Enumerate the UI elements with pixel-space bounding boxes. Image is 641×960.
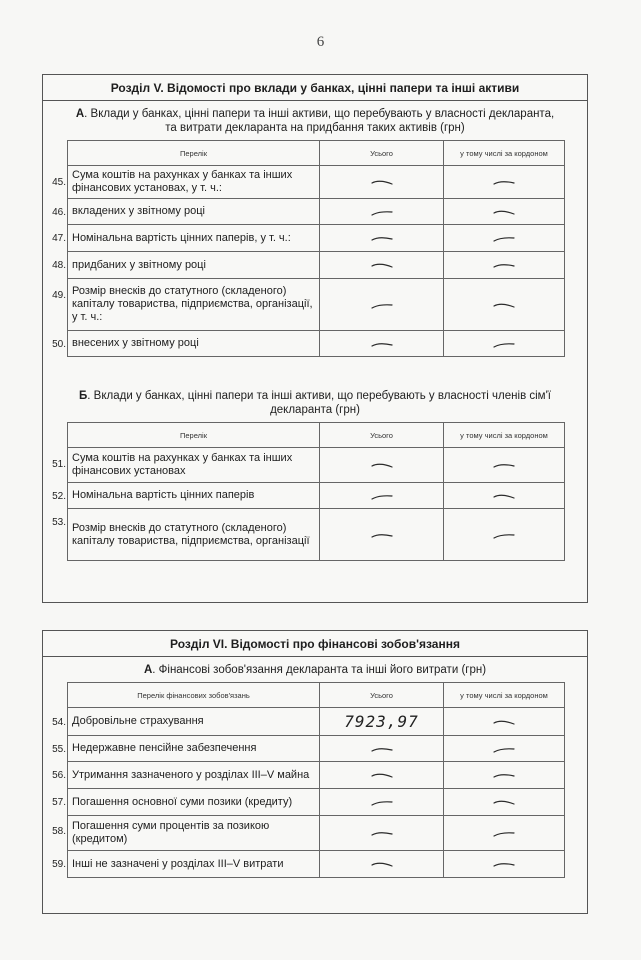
col-header-total: Усього xyxy=(320,683,444,708)
row-number: 49. xyxy=(52,290,66,301)
row-number: 52. xyxy=(52,491,66,502)
value-cell xyxy=(444,789,565,816)
value-cell xyxy=(444,816,565,851)
handwritten-dash xyxy=(371,861,393,867)
value-cell xyxy=(320,166,444,199)
row-number: 57. xyxy=(52,797,66,808)
table-row xyxy=(68,448,565,483)
col-header-abroad: у тому числі за кордоном xyxy=(444,141,565,166)
row-number: 45. xyxy=(52,177,66,188)
handwritten-dash xyxy=(371,746,393,752)
handwritten-dash xyxy=(493,179,515,185)
section-6-title: Розділ VI. Відомості про фінансові зобов'язання xyxy=(43,631,587,657)
section-5-title: Розділ V. Відомості про вклади у банках, цінні папери та інші активи xyxy=(43,75,587,101)
value-cell xyxy=(320,789,444,816)
value-cell xyxy=(320,509,444,561)
row-label: 59. Інші не зазначені у розділах III–V витрати xyxy=(68,851,320,878)
col-header-list: Перелік фінансових зобов'язань xyxy=(68,683,320,708)
value-cell xyxy=(320,279,444,331)
page-number: 6 xyxy=(316,34,325,50)
value-cell xyxy=(444,509,565,561)
col-header-list: Перелік xyxy=(68,423,320,448)
row-number: 59. xyxy=(52,859,66,870)
col-header-abroad: у тому числі за кордоном xyxy=(444,423,565,448)
table-row xyxy=(68,166,565,199)
value-cell xyxy=(320,851,444,878)
row-number: 48. xyxy=(52,260,66,271)
handwritten-dash xyxy=(493,719,515,725)
handwritten-dash xyxy=(371,830,393,836)
table-row xyxy=(68,789,565,816)
value-cell xyxy=(444,166,565,199)
handwritten-dash xyxy=(493,462,515,468)
handwritten-dash xyxy=(493,861,515,867)
row-label: 49. Розмір внесків до статутного (складеного) капіталу товариства, підприємства, організації, у т. ч.: xyxy=(68,279,320,331)
handwritten-dash xyxy=(493,746,515,752)
handwritten-dash xyxy=(493,235,515,241)
value-cell xyxy=(444,199,565,225)
handwritten-dash xyxy=(371,179,393,185)
row-label: 51. Сума коштів на рахунках у банках та інших фінансових установах xyxy=(68,448,320,483)
value-cell xyxy=(444,708,565,736)
value-cell xyxy=(444,762,565,789)
section-6a-table xyxy=(52,682,565,878)
table-row xyxy=(68,331,565,357)
col-header-list: Перелік xyxy=(68,141,320,166)
row-number: 47. xyxy=(52,233,66,244)
handwritten-dash xyxy=(493,772,515,778)
row-label: 57. Погашення основної суми позики (кредиту) xyxy=(68,789,320,816)
row-label: 46. вкладених у звітному році xyxy=(68,199,320,225)
value-cell xyxy=(444,851,565,878)
handwritten-dash xyxy=(371,462,393,468)
value-cell xyxy=(320,483,444,509)
handwritten-dash xyxy=(493,302,515,308)
handwritten-dash xyxy=(371,341,393,347)
row-label: 58. Погашення суми процентів за позикою (кредитом) xyxy=(68,816,320,851)
col-header-total: Усього xyxy=(320,423,444,448)
table-row xyxy=(68,279,565,331)
col-header-abroad: у тому числі за кордоном xyxy=(444,683,565,708)
row-number: 51. xyxy=(52,459,66,470)
table-row xyxy=(68,199,565,225)
col-header-total: Усього xyxy=(320,141,444,166)
section-6a-heading: А. Фінансові зобов'язання декларанта та інші його витрати (грн) xyxy=(143,664,487,676)
value-cell xyxy=(444,252,565,279)
table-row xyxy=(68,736,565,762)
table-row xyxy=(68,816,565,851)
table-row xyxy=(68,509,565,561)
row-number: 54. xyxy=(52,717,66,728)
table-row xyxy=(68,225,565,252)
value-cell xyxy=(320,762,444,789)
handwritten-dash xyxy=(371,532,393,538)
value-cell xyxy=(320,448,444,483)
value-cell xyxy=(444,736,565,762)
handwritten-dash xyxy=(371,772,393,778)
section-5b-heading: Б. Вклади у банках, цінні папери та інші активи, що перебувають у власності членів сім'ї декларанта (грн) xyxy=(79,390,551,416)
value-cell xyxy=(320,708,444,736)
section-6 xyxy=(42,630,588,914)
handwritten-dash xyxy=(371,262,393,268)
value-cell xyxy=(320,816,444,851)
handwritten-amount: 7923,97 xyxy=(344,712,419,731)
row-number: 53. xyxy=(52,517,66,528)
section-5a-heading: А. Вклади у банках, цінні папери та інші активи, що перебувають у власності декларанта, та витрати декларанта на придбання таких активів (грн) xyxy=(75,108,555,134)
value-cell xyxy=(444,279,565,331)
section-5b-table xyxy=(52,422,565,561)
value-cell xyxy=(320,252,444,279)
handwritten-dash xyxy=(493,262,515,268)
row-label: 52. Номінальна вартість цінних паперів xyxy=(68,483,320,509)
value-cell xyxy=(444,225,565,252)
handwritten-dash xyxy=(493,341,515,347)
table-row xyxy=(68,483,565,509)
row-label: 47. Номінальна вартість цінних паперів, у т. ч.: xyxy=(68,225,320,252)
section-5a-table xyxy=(52,140,565,357)
row-label: 45. Сума коштів на рахунках у банках та інших фінансових установах, у т. ч.: xyxy=(68,166,320,199)
value-cell xyxy=(444,331,565,357)
handwritten-dash xyxy=(493,532,515,538)
handwritten-dash xyxy=(371,209,393,215)
handwritten-dash xyxy=(371,235,393,241)
value-cell xyxy=(444,448,565,483)
row-label: 53. Розмір внесків до статутного (складеного) капіталу товариства, підприємства, організації xyxy=(68,509,320,561)
value-cell xyxy=(320,225,444,252)
handwritten-dash xyxy=(371,799,393,805)
handwritten-dash xyxy=(493,209,515,215)
value-cell xyxy=(444,483,565,509)
row-number: 50. xyxy=(52,339,66,350)
table-row xyxy=(68,762,565,789)
section-5 xyxy=(42,74,588,603)
row-label: 55. Недержавне пенсійне забезпечення xyxy=(68,736,320,762)
value-cell xyxy=(320,199,444,225)
table-row xyxy=(68,252,565,279)
value-cell xyxy=(320,331,444,357)
row-number: 56. xyxy=(52,770,66,781)
row-label: 56. Утримання зазначеного у розділах III–V майна xyxy=(68,762,320,789)
row-number: 55. xyxy=(52,744,66,755)
table-row xyxy=(68,851,565,878)
handwritten-dash xyxy=(493,830,515,836)
handwritten-dash xyxy=(371,493,393,499)
handwritten-dash xyxy=(493,493,515,499)
row-label: 48. придбаних у звітному році xyxy=(68,252,320,279)
row-number: 58. xyxy=(52,826,66,837)
row-label: 50. внесених у звітному році xyxy=(68,331,320,357)
handwritten-dash xyxy=(493,799,515,805)
value-cell xyxy=(320,736,444,762)
row-label: 54. Добровільне страхування xyxy=(68,708,320,736)
handwritten-dash xyxy=(371,302,393,308)
table-row xyxy=(68,708,565,736)
row-number: 46. xyxy=(52,207,66,218)
